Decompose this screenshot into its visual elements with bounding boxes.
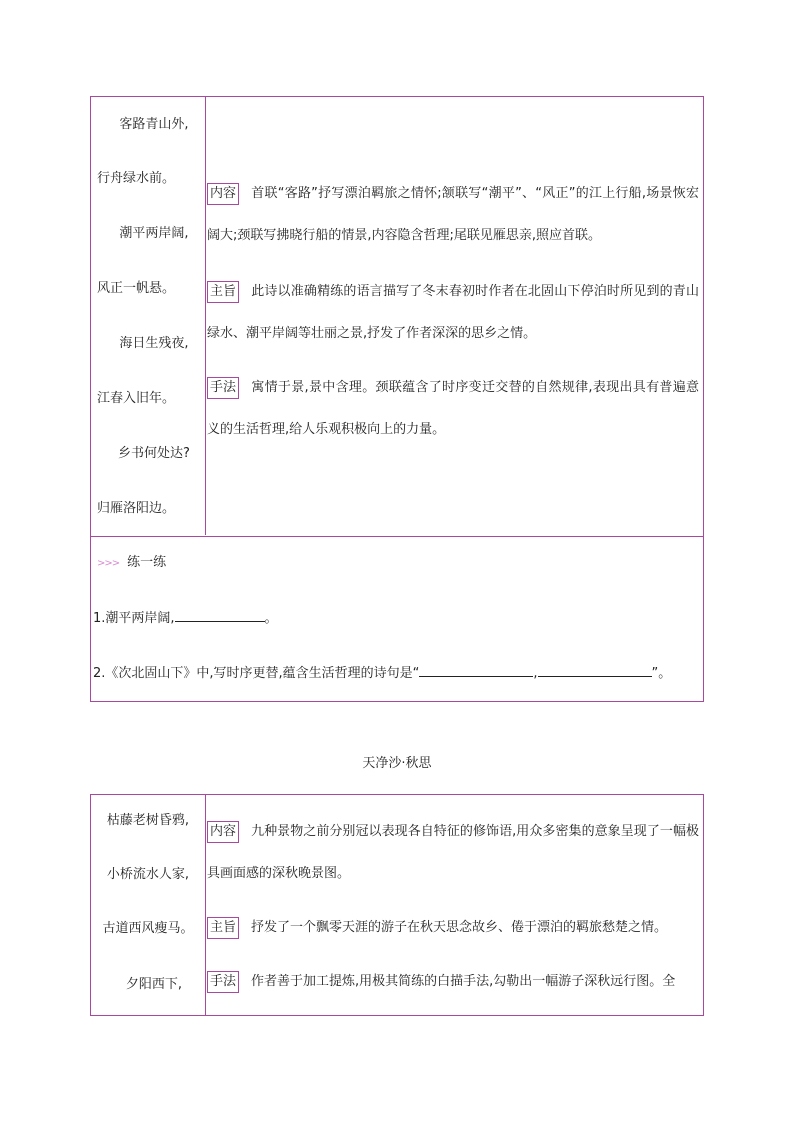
question-1 [93, 607, 278, 626]
theme-paragraph [207, 271, 699, 355]
question-2-text: 2.《次北固山下》中,写时序更替,蕴含生活哲理的诗句是“ [93, 666, 420, 681]
poem-line: 枯藤老树昏鸦, [106, 813, 190, 828]
answer-blank[interactable] [538, 664, 652, 677]
theme-text: 抒发了一个飘零天涯的游子在秋天思念故乡、倦于漂泊的羁旅愁楚之情。 [251, 920, 668, 935]
theme-text: 此诗以准确精练的语言描写了冬末春初时作者在北固山下停泊时所见到的青山绿水、潮平岸阔等壮丽之景,抒发了作者深深的思乡之情。 [207, 284, 699, 341]
poem-line: 江春入旧年。 [96, 391, 175, 406]
content-paragraph [207, 811, 699, 895]
column-divider [205, 97, 206, 535]
question-1-text: 1.潮平两岸阔, [93, 611, 175, 626]
content-tag: 内容 [207, 821, 239, 843]
practice-heading [97, 551, 166, 570]
poem-line: 夕阳西下, [125, 977, 183, 992]
row-divider [91, 536, 703, 537]
content-text: 首联“客路”抒写漂泊羁旅之情怀;颔联写“潮平”、“风正”的江上行船,场景恢宏阔大;颈联写拂晓行船的情景,内容隐含哲理;尾联见雁思亲,照应首联。 [207, 186, 699, 243]
content-text: 九种景物之前分别冠以表现各自特征的修饰语,用众多密集的意象呈现了一幅极具画面感的深秋晚景图。 [207, 824, 699, 881]
poem-line: 潮平两岸阔, [119, 226, 189, 241]
content-paragraph [207, 173, 699, 257]
poem-line: 乡书何处达? [118, 446, 190, 461]
question-2 [93, 662, 671, 681]
poem-line: 小桥流水人家, [106, 867, 190, 882]
technique-text: 寓情于景,景中含理。颈联蕴含了时序变迁交替的自然规律,表现出具有普遍意义的生活哲理,给人乐观积极向上的力量。 [207, 380, 699, 437]
poem-line: 风正一帆悬。 [96, 281, 175, 296]
answer-blank[interactable] [175, 609, 265, 622]
theme-tag: 主旨 [207, 281, 239, 303]
poem-line: 行舟绿水前。 [96, 171, 175, 186]
technique-paragraph [207, 367, 699, 451]
poem-line: 古道西风瘦马。 [102, 921, 194, 936]
theme-paragraph [207, 907, 699, 949]
technique-tag: 手法 [207, 377, 239, 399]
question-2-separator: , [533, 666, 538, 681]
practice-heading-text: 练一练 [127, 555, 167, 570]
technique-paragraph [207, 961, 699, 1003]
poem-line: 归雁洛阳边。 [96, 501, 175, 516]
content-tag: 内容 [207, 183, 239, 205]
question-2-end: ”。 [651, 666, 672, 681]
poem-table-2 [90, 794, 704, 1016]
answer-blank[interactable] [419, 664, 533, 677]
poem-line: 客路青山外, [119, 117, 189, 132]
poem-line: 海日生残夜, [119, 336, 189, 351]
arrows-icon: >>> [97, 558, 120, 569]
technique-tag: 手法 [207, 971, 239, 993]
section-title: 天净沙·秋思 [362, 756, 432, 771]
theme-tag: 主旨 [207, 917, 239, 939]
question-1-end: 。 [264, 611, 278, 626]
technique-text: 作者善于加工提炼,用极其简练的白描手法,勾勒出一幅游子深秋远行图。全 [251, 974, 676, 989]
poem-table-1 [90, 96, 704, 702]
